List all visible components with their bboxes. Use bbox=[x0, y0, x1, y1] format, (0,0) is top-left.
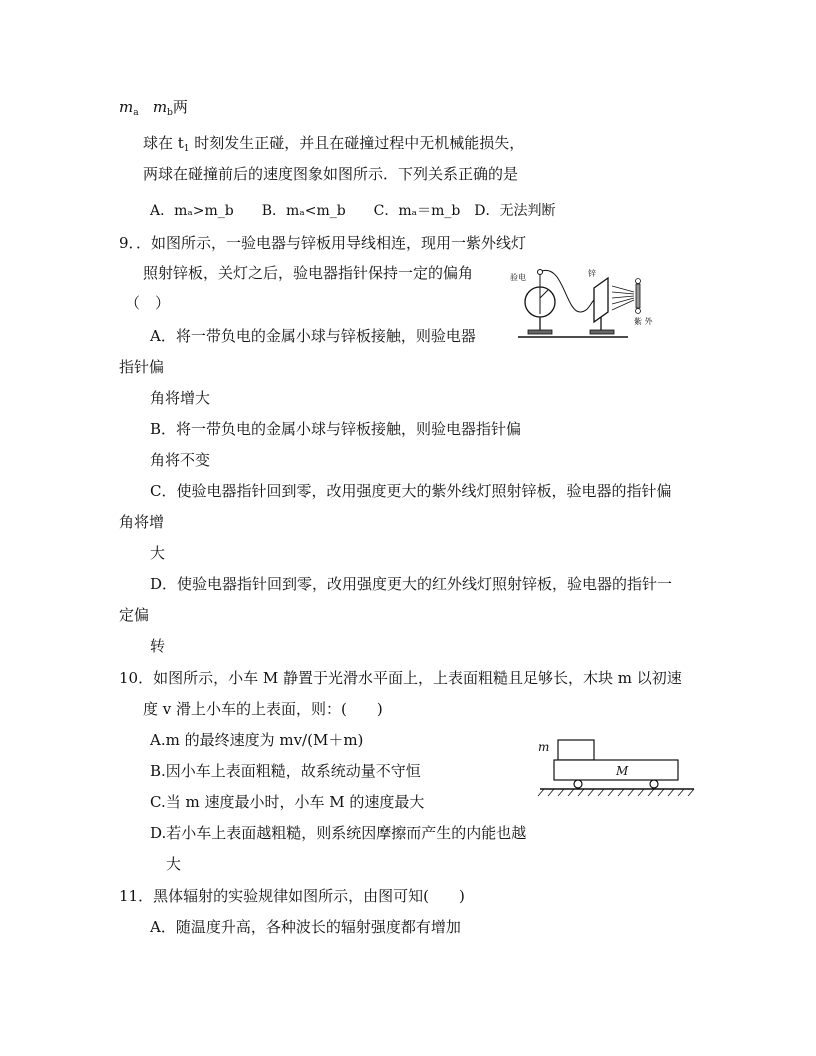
uv-lamp-bottom bbox=[636, 309, 641, 314]
ground-hatching bbox=[538, 789, 694, 796]
q8-masses: $m_a$ $m_b$两 bbox=[119, 98, 188, 118]
q9-stem-line1: 9．．如图所示，一验电器与锌板用导线相连，现用一紫外线灯 bbox=[119, 234, 527, 252]
q8-options: A．mₐ>m_b B．mₐ<m_b C．mₐ＝m_b D．无法判断 bbox=[150, 203, 556, 219]
q9-option-b-cont: 角将不变 bbox=[150, 451, 211, 469]
electroscope-figure bbox=[508, 262, 678, 344]
electroscope-needle bbox=[540, 290, 548, 298]
q9-stem-line2: 照射锌板，关灯之后，验电器指针保持一定的偏角 bbox=[143, 264, 474, 282]
q9-option-a: A．将一带负电的金属小球与锌板接触，则验电器 bbox=[150, 327, 476, 345]
q9-option-d-cont1: 定偏 bbox=[119, 606, 150, 624]
label-zinc: 锌 bbox=[588, 269, 596, 278]
q9-option-d: D．使验电器指针回到零，改用强度更大的红外线灯照射锌板，验电器的指针一 bbox=[150, 575, 673, 593]
electroscope-base bbox=[528, 330, 552, 334]
q9-option-c: C．使验电器指针回到零，改用强度更大的紫外线灯照射锌板，验电器的指针偏 bbox=[150, 482, 672, 500]
uv-lamp bbox=[636, 284, 640, 308]
q9-option-b: B．将一带负电的金属小球与锌板接触，则验电器指针偏 bbox=[150, 420, 522, 438]
q10-option-d: D.若小车上表面越粗糙，则系统因摩擦而产生的内能也越 bbox=[150, 824, 527, 842]
cart-wheel-right bbox=[650, 780, 658, 788]
label-cart-M: M bbox=[616, 764, 629, 778]
q11-stem: 11．黑体辐射的实验规律如图所示，由图可知( ) bbox=[119, 887, 465, 905]
block-m bbox=[558, 740, 594, 760]
label-electroscope: 验电 bbox=[510, 273, 526, 282]
cart-block-figure bbox=[532, 732, 700, 802]
label-block-m: m bbox=[538, 740, 550, 754]
q10-option-b: B.因小车上表面粗糙，故系统动量不守恒 bbox=[150, 762, 421, 780]
cart-wheel-left bbox=[574, 780, 582, 788]
q9-option-a-cont1: 指针偏 bbox=[119, 358, 165, 376]
uv-light-rays bbox=[612, 286, 634, 310]
q10-option-d-cont: 大 bbox=[166, 855, 182, 873]
zinc-base bbox=[590, 330, 614, 334]
q8-line1: 球在 $t_1$ 时刻发生正碰，并且在碰撞过程中无机械能损失， bbox=[143, 134, 525, 154]
q10-stem-line1: 10．如图所示，小车 M 静置于光滑水平面上，上表面粗糙且足够长，木块 m 以初速 bbox=[119, 669, 682, 687]
q9-option-c-cont2: 大 bbox=[150, 544, 166, 562]
q11-option-a: A．随温度升高，各种波长的辐射强度都有增加 bbox=[150, 918, 461, 936]
q10-stem-line2: 度 v 滑上小车的上表面，则：( ) bbox=[143, 700, 383, 718]
q10-option-c: C.当 m 速度最小时，小车 M 的速度最大 bbox=[150, 793, 425, 811]
q9-answer-paren: （ ） bbox=[125, 294, 171, 312]
q8-line2: 两球在碰撞前后的速度图象如图所示．下列关系正确的是 bbox=[143, 165, 519, 183]
zinc-plate bbox=[594, 278, 608, 322]
q10-option-a: A.m 的最终速度为 mv/(M＋m) bbox=[150, 731, 364, 749]
electroscope-ball bbox=[538, 270, 543, 275]
uv-lamp-top bbox=[636, 279, 641, 284]
q9-option-a-cont2: 角将增大 bbox=[150, 389, 211, 407]
q9-option-c-cont1: 角将增 bbox=[119, 513, 165, 531]
label-uv: 紫 外 bbox=[634, 317, 653, 326]
q9-option-d-cont2: 转 bbox=[150, 637, 166, 655]
